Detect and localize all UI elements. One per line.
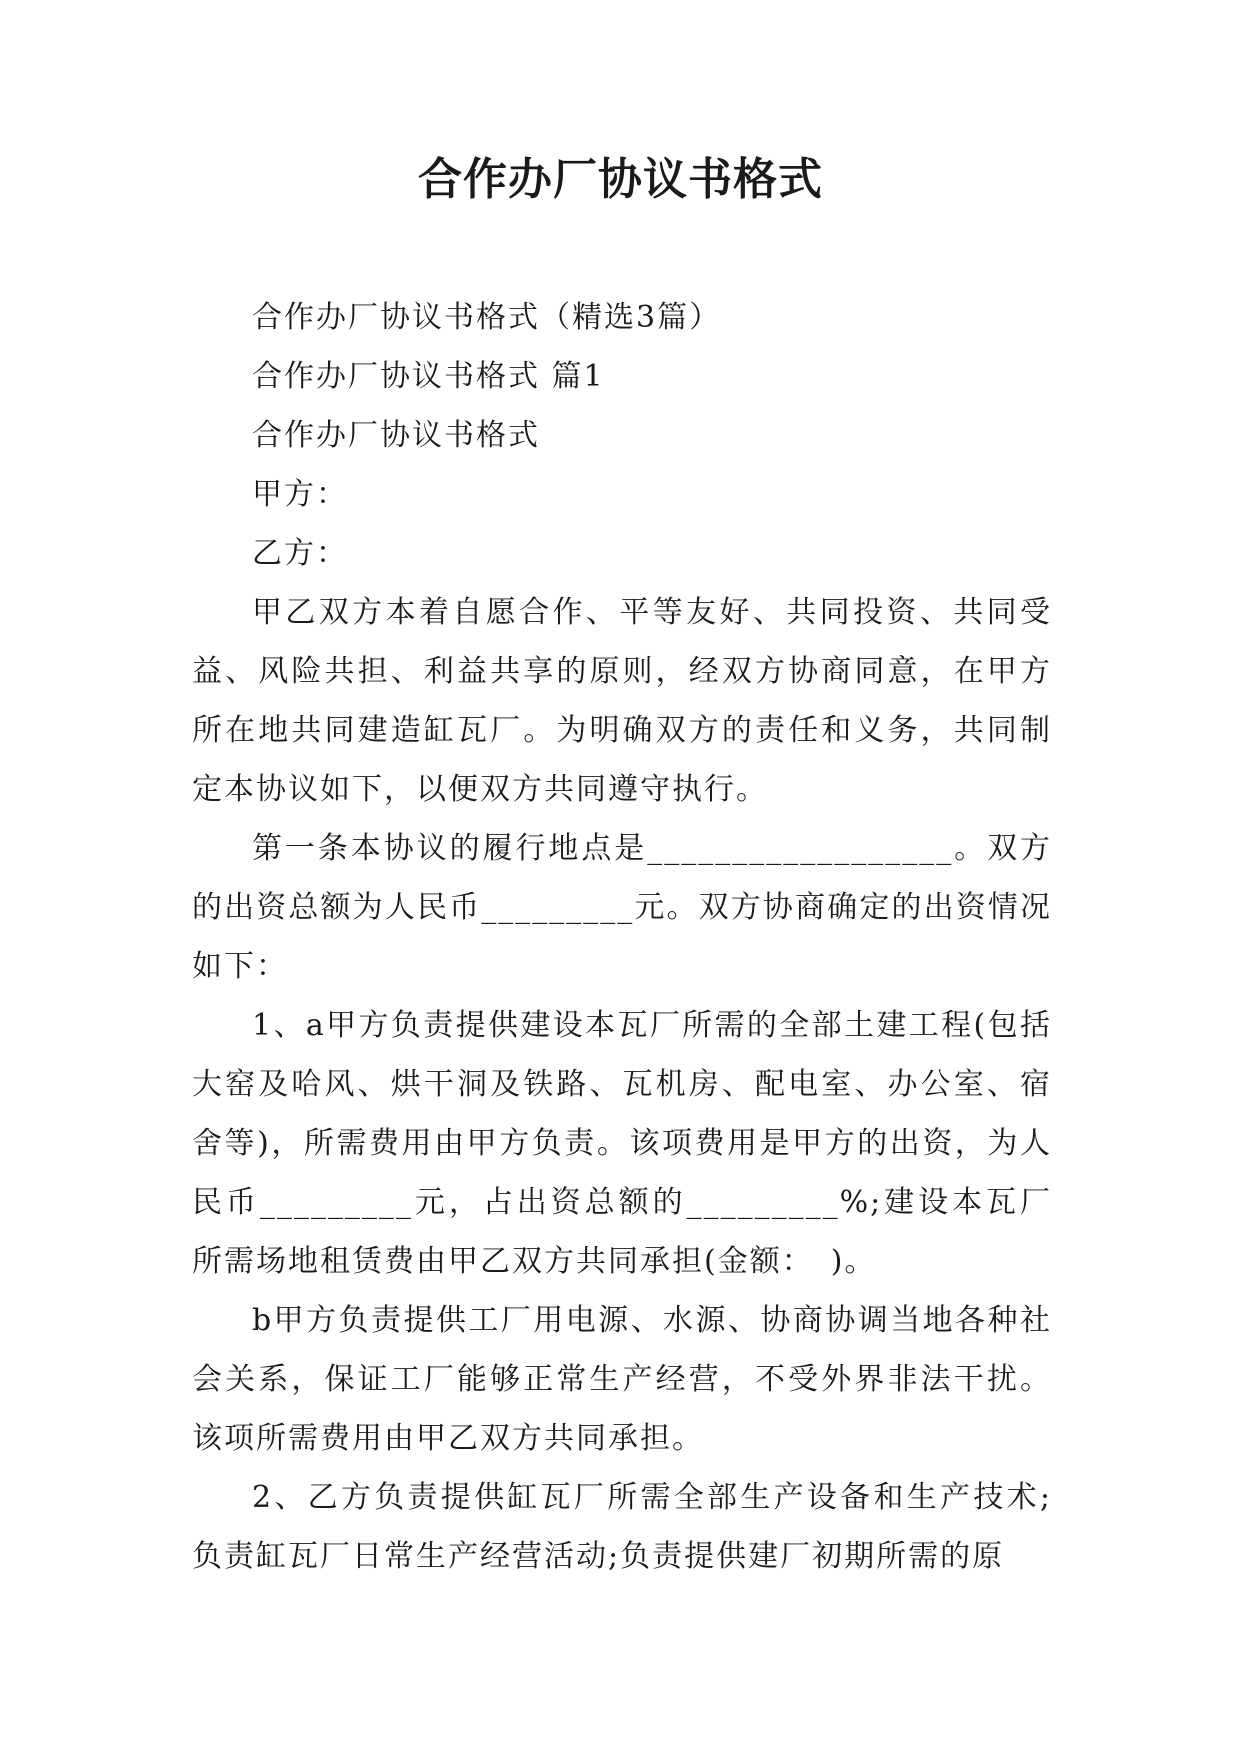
document-body (192, 288, 1052, 1586)
paragraph-article-1: 第一条本协议的履行地点是__________________。双方的出资总额为人民币_________元。双方协商确定的出资情况如下： (192, 831, 1052, 984)
paragraph-clause-1a: 1、a甲方负责提供建设本瓦厂所需的全部土建工程(包括大窑及哈风、烘干洞及铁路、瓦机房、配电室、办公室、宿舍等)，所需费用由甲方负责。该项费用是甲方的出资，为人民币_________元，占出资总额的_________%;建设本瓦厂所需场地租赁费由甲乙双方共同承担(金额： )。 (192, 1008, 1052, 1279)
paragraph-party-a: 甲方： (252, 477, 348, 512)
paragraph-subtitle: 合作办厂协议书格式（精选3篇） (252, 300, 722, 335)
paragraph-clause-2: 2、乙方负责提供缸瓦厂所需全部生产设备和生产技术;负责缸瓦厂日常生产经营活动;负责提供建厂初期所需的原 (192, 1480, 1052, 1574)
paragraph-clause-1b: b甲方负责提供工厂用电源、水源、协商协调当地各种社会关系，保证工厂能够正常生产经营，不受外界非法干扰。该项所需费用由甲乙双方共同承担。 (192, 1303, 1052, 1456)
paragraph-preamble: 甲乙双方本着自愿合作、平等友好、共同投资、共同受益、风险共担、利益共享的原则，经双方协商同意，在甲方所在地共同建造缸瓦厂。为明确双方的责任和义务，共同制定本协议如下，以便双方共同遵守执行。 (192, 595, 1052, 807)
paragraph-agreement-name: 合作办厂协议书格式 (252, 418, 540, 453)
paragraph-party-b: 乙方： (252, 536, 348, 571)
paragraph-section-heading: 合作办厂协议书格式 篇1 (252, 359, 605, 394)
document-title: 合作办厂协议书格式 (418, 154, 823, 205)
